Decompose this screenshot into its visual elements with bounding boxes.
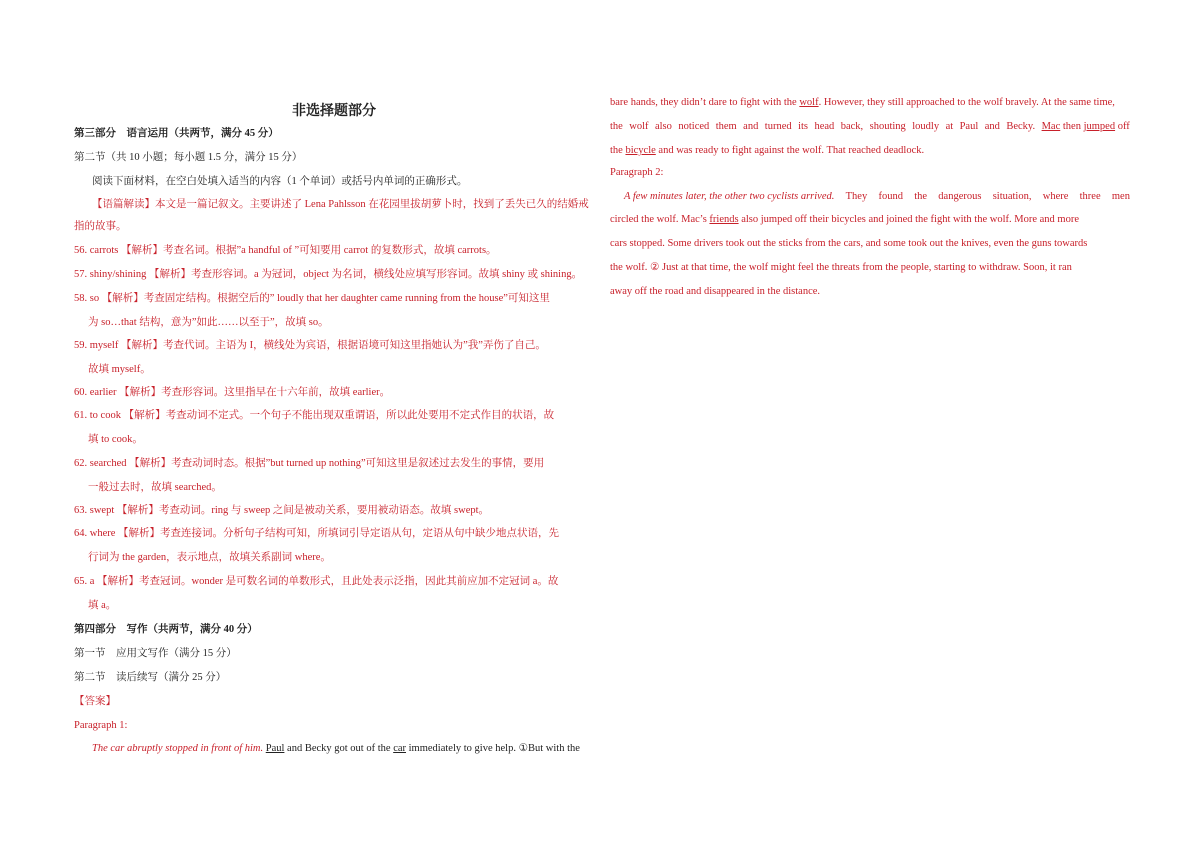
paragraph-2-line-4: the wolf. ② Just at that time, the wolf might feel the threats from the people, starting to withdraw. Soon, it ran [610,262,1072,273]
word: then [1062,121,1081,132]
section4-subheading-1: 第一节 应用文写作（满分 15 分） [74,648,237,659]
word: the [610,121,623,132]
paragraph-2-line-3: cars stopped. Some drivers took out the sticks from the cars, and some took out the knives, even the guns towards [610,238,1088,249]
answer-63: 63. swept 【解析】考查动词。ring 与 sweep 之间是被动关系，要用被动语态。故填 swept。 [74,505,490,516]
word: wolf [629,121,649,132]
paragraph-2-line-2 [610,213,1079,227]
answer-62-line-1: 62. searched 【解析】考查动词时态。根据”but turned up nothing”可知这里是叙述过去发生的事情，要用 [74,458,545,469]
answer-60: 60. earlier 【解析】考查形容词。这里指早在十六年前，故填 earlier。 [74,387,391,398]
word: the [914,191,928,202]
word: men [1111,191,1130,202]
word: three [1079,191,1101,202]
paragraph-1-text: and Becky got out of the [284,743,394,754]
answer-57: 57. shiny/shining 【解析】考查形容词。a 为冠词，object 为名词，横线处应填写形容词。故填 shiny 或 shining。 [74,269,583,280]
underlined-word-car: car [393,743,407,754]
paragraph-1-opening: The car abruptly stopped in front of him. [92,743,264,754]
continuation-text-end: . However, they still approached to the wolf bravely. At the same time, [818,97,1115,108]
page-title: 非选择题部分 [292,104,376,119]
paragraph-2-line-1 [624,190,1130,204]
answer-61-line-2: 填 to cook。 [88,434,143,445]
word: them [715,121,737,132]
word: head [814,121,835,132]
word: off [1117,121,1130,132]
continuation-line-1 [610,96,1115,110]
word: and [743,121,759,132]
underlined-word-paul: Paul [265,743,285,754]
paragraph-1-label: Paragraph 1: [74,720,128,731]
underlined-word-wolf: wolf [799,97,819,108]
continuation-line-3 [610,144,924,158]
word: also [654,121,672,132]
word: and [984,121,1000,132]
section3-heading: 第三部分 语言运用（共两节，满分 45 分） [74,128,279,139]
word: loudly [912,121,940,132]
word: the [610,145,626,156]
passage-note-line-2: 指的故事。 [74,221,127,232]
word: shouting [869,121,906,132]
section4-subheading-2: 第二节 读后续写（满分 25 分） [74,672,227,683]
answer-label: 【答案】 [74,696,116,707]
word: back, [840,121,864,132]
paragraph-2-label: Paragraph 2: [610,167,664,178]
underlined-word-bicycle: bicycle [625,145,656,156]
answer-61-line-1: 61. to cook 【解析】考查动词不定式。一个句子不能出现双重谓语，所以此处要用不定式作目的状语，故 [74,410,555,421]
answer-56: 56. carrots 【解析】考查名词。根据”a handful of ”可知要用 carrot 的复数形式，故填 carrots。 [74,245,497,256]
underlined-word-jumped: jumped [1083,121,1116,132]
answer-59-line-1: 59. myself 【解析】考查代词。主语为 I，横线处为宾语，根据语境可知这里指她认为”我”弄伤了自己。 [74,340,546,351]
word: They [845,191,868,202]
word: where [1042,191,1069,202]
word: circled the wolf. Mac’s [610,214,710,225]
paragraph-2-text: also jumped off their bicycles and joined the fight with the wolf. More and more [738,214,1079,225]
word: found [878,191,903,202]
answer-58-line-2: 为 so…that 结构，意为”如此……以至于”，故填 so。 [88,317,329,328]
continuation-line-2 [610,120,1130,134]
answer-64-line-2: 行词为 the garden，表示地点，故填关系副词 where。 [88,552,331,563]
underlined-word-mac: Mac [1041,121,1061,132]
answer-65-line-1: 65. a 【解析】考查冠词。wonder 是可数名词的单数形式，且此处表示泛指，因此其前应加不定冠词 a。故 [74,576,559,587]
word: at [945,121,954,132]
instruction-text: 阅读下面材料，在空白处填入适当的内容（1 个单词）或括号内单词的正确形式。 [92,176,468,187]
paragraph-1-text-end: immediately to give help. ①But with the [406,743,580,754]
answer-58-line-1: 58. so 【解析】考查固定结构。根据空后的” loudly that her daughter came running from the house”可知这里 [74,293,550,304]
word: its [798,121,808,132]
passage-note-line-1: 【语篇解读】本文是一篇记叙文。主要讲述了 Lena Pahlsson 在花园里拔胡萝卜时，找到了丢失已久的结婚戒 [92,199,589,210]
word: turned [764,121,792,132]
word: noticed [678,121,710,132]
word: situation, [992,191,1032,202]
answer-62-line-2: 一般过去时，故填 searched。 [88,482,222,493]
word: dangerous [938,191,982,202]
section4-heading: 第四部分 写作（共两节，满分 40 分） [74,624,258,635]
word: Paul [959,121,979,132]
continuation-text-end: and was ready to fight against the wolf. That reached deadlock. [655,145,925,156]
paragraph-2-opening: A few minutes later, the other two cyclists arrived. [624,191,835,202]
continuation-text: bare hands, they didn’t dare to fight with the [610,97,800,108]
word: Becky. [1006,121,1036,132]
paragraph-2-line-5: away off the road and disappeared in the distance. [610,286,821,297]
paragraph-1-line-1 [92,742,580,756]
answer-65-line-2: 填 a。 [88,600,117,611]
underlined-word-friends: friends [709,214,739,225]
answer-64-line-1: 64. where 【解析】考查连接词。分析句子结构可知，所填词引导定语从句，定语从句中缺少地点状语，先 [74,528,560,539]
section3-subheading: 第二节（共 10 小题；每小题 1.5 分，满分 15 分） [74,152,303,163]
answer-59-line-2: 故填 myself。 [88,364,151,375]
